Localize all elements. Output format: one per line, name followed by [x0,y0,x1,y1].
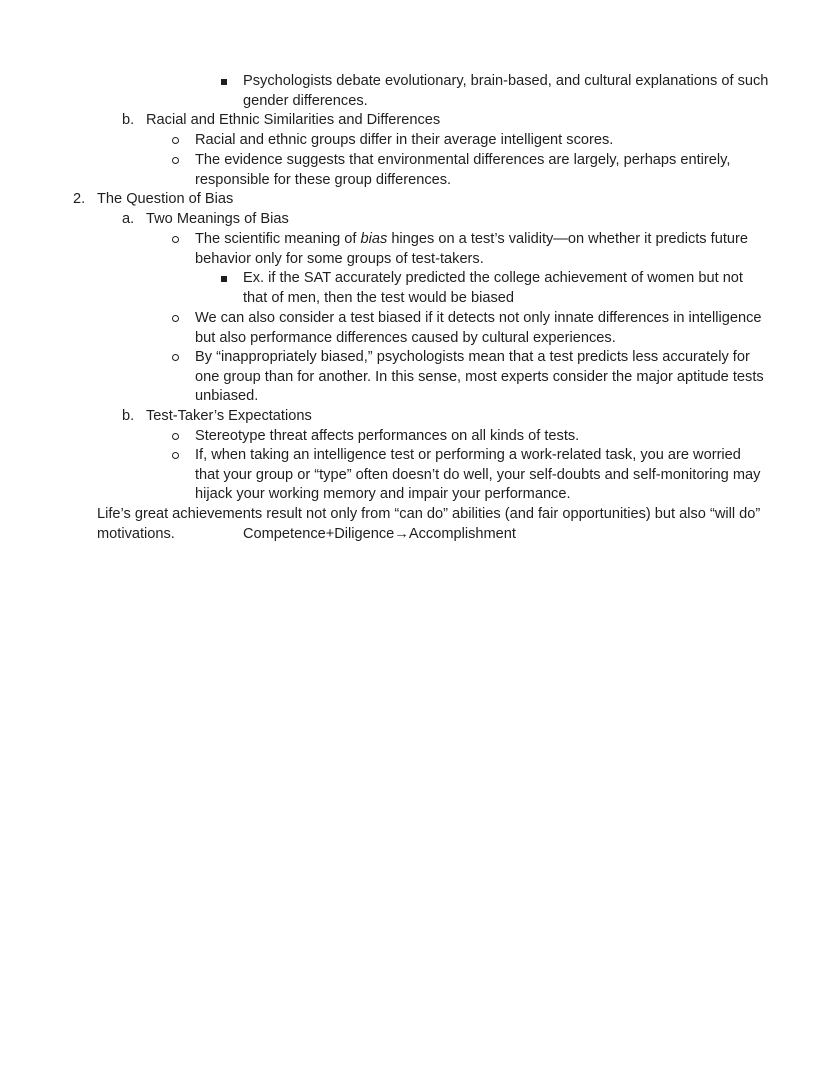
list-marker: b. [122,408,135,424]
list-item-line: behavior only for some groups of test-takers. [195,250,484,267]
italic-term: bias [360,231,388,247]
list-item-line: If, when taking an intelligence test or performing a work-related task, you are worried [195,447,741,463]
list-item [146,210,289,230]
list-item-line: Ex. if the SAT accurately predicted the college achievement of women but not [243,270,743,286]
list-marker: a. [122,211,135,227]
list-item-line: gender differences. [243,92,368,109]
list-item-line: that your group or “type” often doesn’t do well, your self-doubts and self-monitoring may [195,466,761,483]
list-item [195,309,762,348]
list-item-line: responsible for these group differences. [195,171,452,188]
list-item [243,72,768,111]
list-item [243,269,743,308]
list-item-line: unbiased. [195,388,259,405]
closing-text: motivations. [97,525,175,542]
list-item [195,427,579,447]
list-item-line: Stereotype threat affects performances on all kinds of tests. [195,428,580,444]
square-bullet-icon [221,79,227,85]
list-item-line: By “inappropriately biased,” psychologists mean that a test predicts less accurately for [195,349,750,365]
list-marker: b. [122,112,135,128]
section-heading [97,190,233,210]
square-bullet-icon [221,276,227,282]
circle-bullet-icon [172,433,179,440]
list-item-line: Test-Taker’s Expectations [146,408,312,424]
list-item-line: Psychologists debate evolutionary, brain-based, and cultural explanations of such [243,73,769,89]
circle-bullet-icon [172,236,179,243]
list-item [195,151,730,190]
list-item [195,230,748,269]
text-segment: The scientific meaning of [195,231,361,247]
formula-text: Competence+Diligence→Accomplishment [243,525,516,542]
list-item-line: but also performance differences caused by cultural experiences. [195,329,616,346]
list-item [146,407,312,427]
circle-bullet-icon [172,452,179,459]
list-item-line: that of men, then the test would be biased [243,289,514,306]
list-item-line: We can also consider a test biased if it detects not only innate differences in intelligence [195,310,762,326]
list-item-line: one group than for another. In this sense, most experts consider the major aptitude tests [195,368,764,385]
circle-bullet-icon [172,315,179,322]
circle-bullet-icon [172,137,179,144]
list-item [146,111,440,131]
closing-paragraph [97,505,760,544]
circle-bullet-icon [172,157,179,164]
text-segment: hinges on a test’s validity—on whether it predicts future [387,231,748,247]
list-item-line: The evidence suggests that environmental differences are largely, perhaps entirely, [195,152,731,168]
list-item-line [195,230,748,250]
list-item-line: The Question of Bias [97,191,234,207]
closing-line: Life’s great achievements result not only from “can do” abilities (and fair opportunities) but also “will do” [97,506,761,522]
list-item-line: Two Meanings of Bias [146,211,289,227]
list-marker: 2. [73,191,86,207]
list-item [195,446,760,505]
list-item [195,131,613,151]
list-item-line: Racial and ethnic groups differ in their average intelligent scores. [195,132,614,148]
circle-bullet-icon [172,354,179,361]
list-item-line: hijack your working memory and impair your performance. [195,486,571,503]
list-item [195,348,764,407]
list-item-line: Racial and Ethnic Similarities and Differences [146,112,441,128]
closing-line [97,525,760,545]
